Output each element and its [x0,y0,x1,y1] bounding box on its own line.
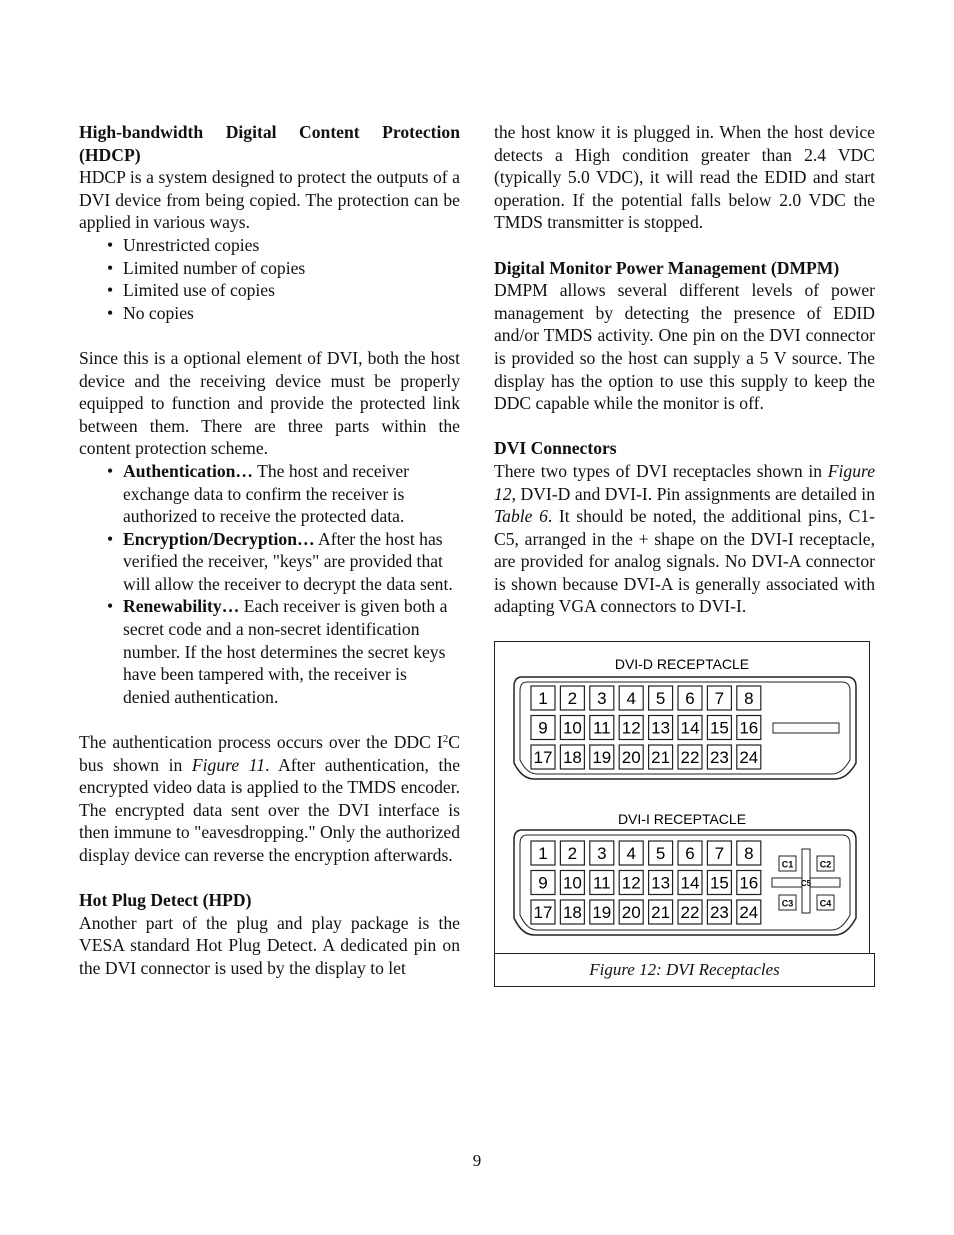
dmpm-heading: Digital Monitor Power Management (DMPM) [494,257,840,278]
dvi-connectors-heading: DVI Connectors [494,438,617,459]
dvid-pin-label: 12 [621,718,641,738]
dvi-receptacles-diagram [494,641,875,987]
dvid-pin-label: 7 [714,689,725,708]
dvii-pin-label: 15 [709,873,729,893]
dvii-pin-label: 14 [680,873,700,893]
dvid-pin-label: 8 [744,689,754,708]
dvid-title: DVI-D RECEPTACLE [614,656,750,672]
list-item [123,528,454,596]
analog-pin-label: C3 [781,898,794,909]
dvid-pin-label: 18 [562,748,582,767]
list-item [123,595,454,708]
hdcp-heading: High-bandwidth Digital Content Protection (HDCP) [79,122,460,165]
dvi-connectors-paragraph: There two types of DVI receptacles shown in Figure 12, DVI-D and DVI-I. Pin assignments are detailed in Table 6. It should be noted, the additional pins, C1-C5, arranged in the + shape on the DVI-I receptacle, are provided for analog signals. No DVI-A connector is shown because DVI-A is generally associated with adapting VGA connectors to DVI-I. [494,460,875,617]
figure-caption: Figure 12: DVI Receptacles [494,953,875,987]
analog-pin-label: C5 [800,879,812,888]
dvid-pin-label: 9 [538,718,548,738]
dvid-pin-label: 1 [538,689,548,708]
list-item: • Limited use of copies [123,279,460,302]
dvii-pin-label: 16 [739,873,759,893]
dvii-pin-label: 11 [592,873,611,893]
dvid-pin-label: 20 [621,748,641,767]
dvii-pin-label: 9 [538,873,548,893]
page-number: 9 [472,1151,482,1170]
analog-pin-label: C2 [819,859,832,870]
figure-dvi-receptacles [494,641,875,987]
dvii-pin-label: 12 [621,873,641,893]
list-item: • Limited number of copies [123,257,460,280]
table-reference: Table 6 [494,506,548,527]
analog-pin-label: C1 [781,859,794,870]
hdcp-parts-list [79,460,460,709]
analog-pin-label: C4 [819,898,832,909]
figure-reference: Figure 12 [494,460,875,504]
dvii-pin-label: 7 [714,844,725,863]
dvii-pin-label: 18 [562,903,582,922]
left-column [79,121,460,980]
part-term: Authentication… [123,460,254,481]
dvii-title: DVI-I RECEPTACLE [617,811,747,827]
dvid-pin-label: 22 [680,748,700,767]
dvii-pin-label: 17 [533,903,553,922]
dvid-pin-label: 10 [562,718,582,738]
dvii-pin-label: 21 [651,903,671,922]
part-term: Encryption/Decryption… [123,528,315,549]
dvid-pin-label: 5 [655,689,666,708]
part-text: Each receiver is given both a secret code and a non-secret identification number. If the host determines the secret keys have been tampered with, the receiver is denied authentication. [123,596,448,707]
part-text: The host and receiver exchange data to confirm the receiver is authorized to receive the protected data. [123,460,410,527]
dvii-pin-label: 13 [651,873,671,893]
dvid-pin-label: 19 [592,748,612,767]
dvid-blade-slot [773,723,839,733]
dvid-pin-label: 2 [567,689,578,708]
dmpm-paragraph: DMPM allows several different levels of power management by detecting the presence of EDID and/or TMDS activity. One pin on the DVI connector is provided so the host can supply a 5 V source. The display has the option to use this supply to keep the DDC capable while the monitor is off. [494,280,875,414]
dvii-pin-label: 5 [655,844,666,863]
dvii-pin-label: 4 [626,844,636,863]
dvii-pin-label: 24 [739,903,759,922]
dvid-pin-label: 15 [709,718,729,738]
dvid-pin-label: 6 [685,689,695,708]
right-column [494,121,875,618]
dvii-pin-label: 1 [538,844,548,863]
dvid-pin-label: 17 [533,748,553,767]
part-term: Renewability… [123,596,240,617]
dvii-pin-label: 8 [744,844,754,863]
list-item: • No copies [123,302,460,325]
dvid-pin-label: 3 [597,689,607,708]
part-text: After the host has verified the receiver, "keys" are provided that will allow the receiver to decrypt the data sent. [123,528,453,594]
list-item [123,460,454,528]
list-item: • Unrestricted copies [123,234,460,257]
hpd-paragraph: Another part of the plug and play package is the VESA standard Hot Plug Detect. A dedicated pin on the DVI connector is used by the display to let [79,912,460,978]
dvii-pin-label: 3 [597,844,607,863]
hdcp-bullet-list [79,234,460,324]
dvid-pin-label: 16 [739,718,759,738]
hdcp-paragraph: Since this is a optional element of DVI, both the host device and the receiving device must be properly equipped to function and provide the protected link between them. There are three parts within the content protection scheme. [79,347,460,459]
dvii-pin-label: 6 [685,844,695,863]
dvid-pin-label: 23 [709,748,729,767]
dvid-pin-label: 11 [592,718,611,738]
figure-reference: Figure 11 [191,754,266,775]
dvii-pin-label: 10 [562,873,582,893]
dvii-pin-label: 19 [592,903,612,922]
dvid-pin-label: 14 [680,718,700,738]
dvid-pin-label: 24 [739,748,759,767]
dvii-pin-label: 23 [709,903,729,922]
dvid-pin-label: 13 [651,718,671,738]
dvii-pin-label: 22 [680,903,700,922]
dvii-pin-label: 20 [621,903,641,922]
auth-paragraph: The authentication process occurs over the DDC $I^2C$ bus shown in Figure 11. After authentication, the encrypted video data is applied to the TMDS encoder. The encrypted data sent over the DVI interface is then immune to "eavesdropping." Only the authorized display device can reverse the encryption afterwards. [79,732,461,865]
hdcp-intro: HDCP is a system designed to protect the outputs of a DVI device from being copied. The protection can be applied in various ways. [79,167,460,233]
hpd-paragraph-continued: the host know it is plugged in. When the host device detects a High condition greater than 2.4 VDC (typically 5.0 VDC), it will read the EDID and start operation. If the potential falls below 2.0 VDC the TMDS transmitter is stopped. [494,122,875,233]
hpd-heading: Hot Plug Detect (HPD) [79,890,252,911]
dvid-pin-label: 4 [626,689,636,708]
dvii-pin-label: 2 [567,844,578,863]
dvid-pin-label: 21 [651,748,671,767]
